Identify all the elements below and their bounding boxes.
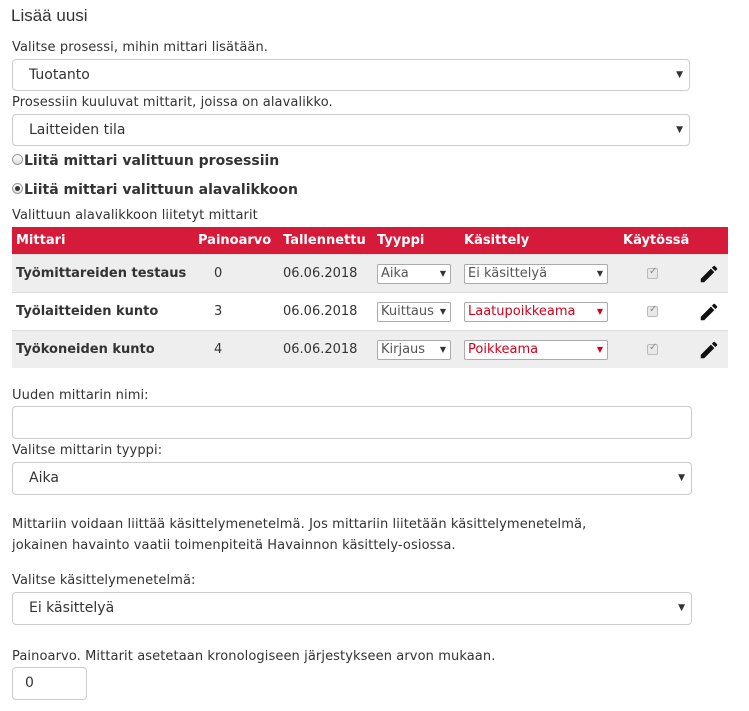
meter-weight: 0	[194, 255, 279, 293]
process-label: Valitse prosessi, mihin mittari lisätään.	[12, 40, 269, 55]
col-header-edit	[694, 227, 728, 255]
pencil-icon[interactable]	[698, 301, 720, 323]
meter-weight: 4	[194, 331, 279, 369]
caret-down-icon: ▼	[678, 603, 685, 613]
meters-table	[12, 227, 728, 368]
radio-attach-submenu[interactable]	[12, 182, 298, 198]
radio-button[interactable]	[12, 154, 23, 165]
table-row	[12, 255, 728, 293]
caret-down-icon: ▼	[439, 344, 446, 354]
submenu-select-value: Laitteiden tila	[29, 122, 126, 138]
info-line-1: Mittariin voidaan liittää käsittelymenetelmä. Jos mittariin liitetään käsittelymenetelmä,	[12, 517, 587, 532]
info-line-2: jokainen havainto vaatii toimenpiteitä Havainnon käsittely-osiossa.	[12, 538, 456, 553]
meter-name: Työkoneiden kunto	[12, 331, 194, 369]
type-select[interactable]	[377, 340, 451, 360]
in-use-checkbox[interactable]	[647, 268, 658, 279]
meter-saved: 06.06.2018	[279, 293, 373, 331]
table-row	[12, 331, 728, 369]
table-caption: Valittuun alavalikkoon liitetyt mittarit	[12, 208, 258, 223]
handling-method-select[interactable]	[12, 592, 692, 625]
col-header-tallennettu: Tallennettu	[279, 227, 373, 255]
new-name-input[interactable]	[12, 406, 692, 439]
type-select-value: Aika	[381, 265, 409, 281]
caret-down-icon: ▼	[678, 473, 685, 483]
handling-select-value: Poikkeama	[468, 341, 539, 357]
meter-saved: 06.06.2018	[279, 255, 373, 293]
meter-name: Työmittareiden testaus	[12, 255, 194, 293]
caret-down-icon: ▼	[676, 70, 683, 80]
pencil-icon[interactable]	[698, 339, 720, 361]
col-header-painoarvo: Painoarvo	[194, 227, 279, 255]
caret-down-icon: ▼	[596, 268, 603, 278]
caret-down-icon: ▼	[676, 125, 683, 135]
process-select-value: Tuotanto	[29, 67, 90, 83]
in-use-checkbox[interactable]	[647, 344, 658, 355]
new-type-select-value: Aika	[29, 470, 59, 486]
caret-down-icon: ▼	[439, 306, 446, 316]
pencil-icon[interactable]	[698, 263, 720, 285]
caret-down-icon: ▼	[596, 306, 603, 316]
table-header-row	[12, 227, 728, 255]
new-type-select[interactable]	[12, 462, 692, 495]
new-type-label: Valitse mittarin tyyppi:	[12, 443, 163, 458]
process-select[interactable]	[12, 59, 690, 91]
col-header-kaytossa: Käytössä	[619, 227, 694, 255]
submenu-label: Prosessiin kuuluvat mittarit, joissa on alavalikko.	[12, 95, 333, 110]
info-paragraph	[12, 514, 712, 556]
col-header-kasittely: Käsittely	[460, 227, 619, 255]
handling-select-value: Laatupoikkeama	[468, 303, 576, 319]
radio-attach-process[interactable]	[12, 153, 279, 169]
radio-button[interactable]	[12, 183, 23, 194]
type-select-value: Kirjaus	[381, 341, 426, 357]
meter-weight: 3	[194, 293, 279, 331]
weight-input[interactable]: 0	[12, 667, 87, 700]
radio-label: Liitä mittari valittuun alavalikkoon	[24, 182, 298, 198]
type-select[interactable]	[377, 264, 451, 284]
meter-name: Työlaitteiden kunto	[12, 293, 194, 331]
handling-method-label: Valitse käsittelymenetelmä:	[12, 573, 196, 588]
handling-select[interactable]	[464, 264, 608, 284]
handling-method-value: Ei käsittelyä	[29, 600, 115, 616]
col-header-tyyppi: Tyyppi	[373, 227, 460, 255]
handling-select-value: Ei käsittelyä	[468, 265, 548, 281]
handling-select[interactable]	[464, 302, 608, 322]
radio-label: Liitä mittari valittuun prosessiin	[24, 153, 280, 169]
type-select[interactable]	[377, 302, 451, 322]
handling-select[interactable]	[464, 340, 608, 360]
col-header-mittari: Mittari	[12, 227, 194, 255]
caret-down-icon: ▼	[439, 268, 446, 278]
weight-label: Painoarvo. Mittarit asetetaan kronologiseen järjestykseen arvon mukaan.	[12, 649, 496, 664]
new-name-label: Uuden mittarin nimi:	[12, 388, 149, 403]
table-row	[12, 293, 728, 331]
in-use-checkbox[interactable]	[647, 306, 658, 317]
submenu-select[interactable]	[12, 114, 690, 146]
meter-saved: 06.06.2018	[279, 331, 373, 369]
page-title: Lisää uusi	[11, 6, 88, 25]
caret-down-icon: ▼	[596, 344, 603, 354]
type-select-value: Kuittaus	[381, 303, 434, 319]
